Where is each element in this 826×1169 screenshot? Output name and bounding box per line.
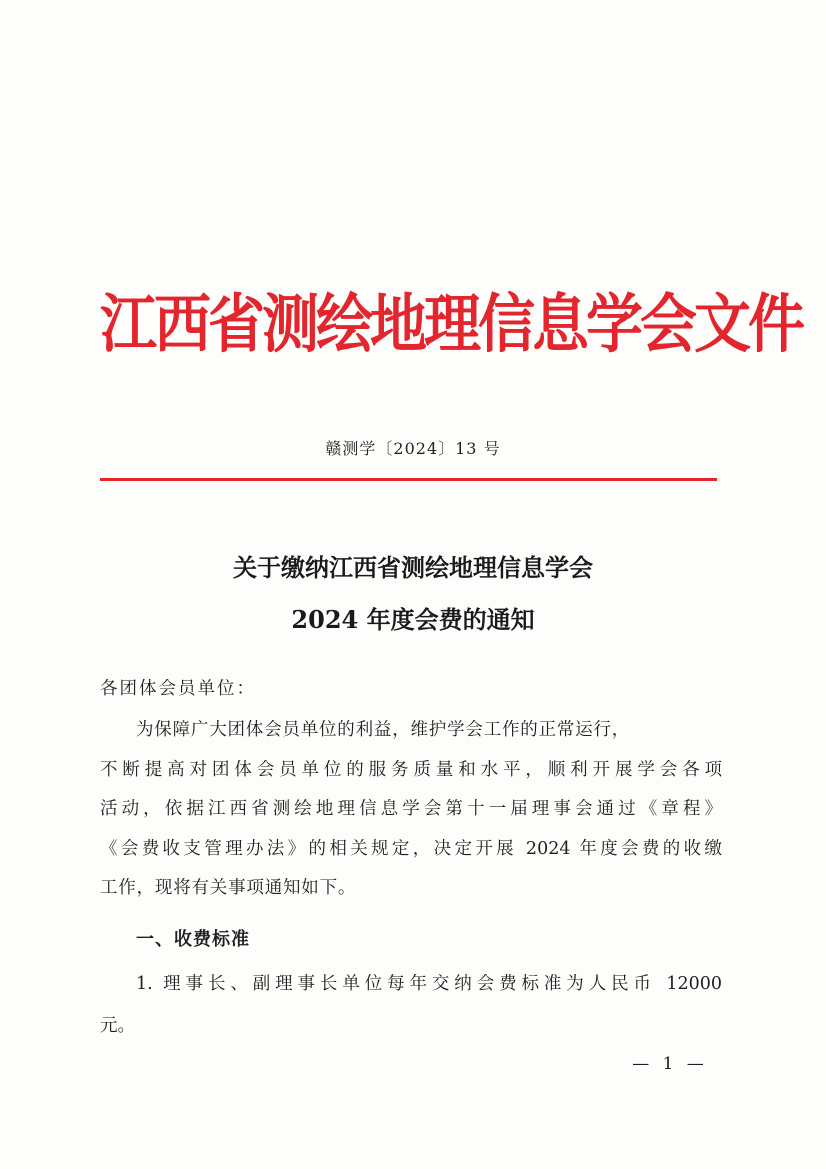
fee-item-1: 1. 理事长、副理事长单位每年交纳会费标准为人民币 12000	[136, 974, 722, 994]
paragraph-line: 不断提高对团体会员单位的服务质量和水平，顺利开展学会各项	[100, 759, 722, 780]
paragraph-line: 工作，现将有关事项通知如下。	[100, 878, 357, 898]
paragraph-line: 活动，依据江西省测绘地理信息学会第十一届理事会通过《章程》	[100, 799, 722, 819]
body-paragraph	[100, 712, 722, 910]
notice-title-line-1: 关于缴纳江西省测绘地理信息学会	[233, 553, 593, 582]
document-number: 赣测学〔2024〕13 号	[325, 439, 501, 458]
paragraph-line: 《会费收支管理办法》的相关规定，决定开展 2024 年度会费的收缴	[100, 838, 722, 859]
paragraph-line: 为保障广大团体会员单位的利益，维护学会工作的正常运行，	[136, 720, 631, 740]
section-heading: 一、收费标准	[136, 929, 250, 950]
salutation: 各团体会员单位：	[100, 679, 256, 699]
fee-item-1-continuation: 元。	[100, 1016, 135, 1036]
notice-title-line-2: 2024 年度会费的通知	[291, 605, 535, 634]
page-number: — 1 —	[632, 1054, 708, 1074]
organization-header-title: 江西省测绘地理信息学会文件	[100, 286, 802, 362]
red-divider-line	[100, 478, 717, 481]
